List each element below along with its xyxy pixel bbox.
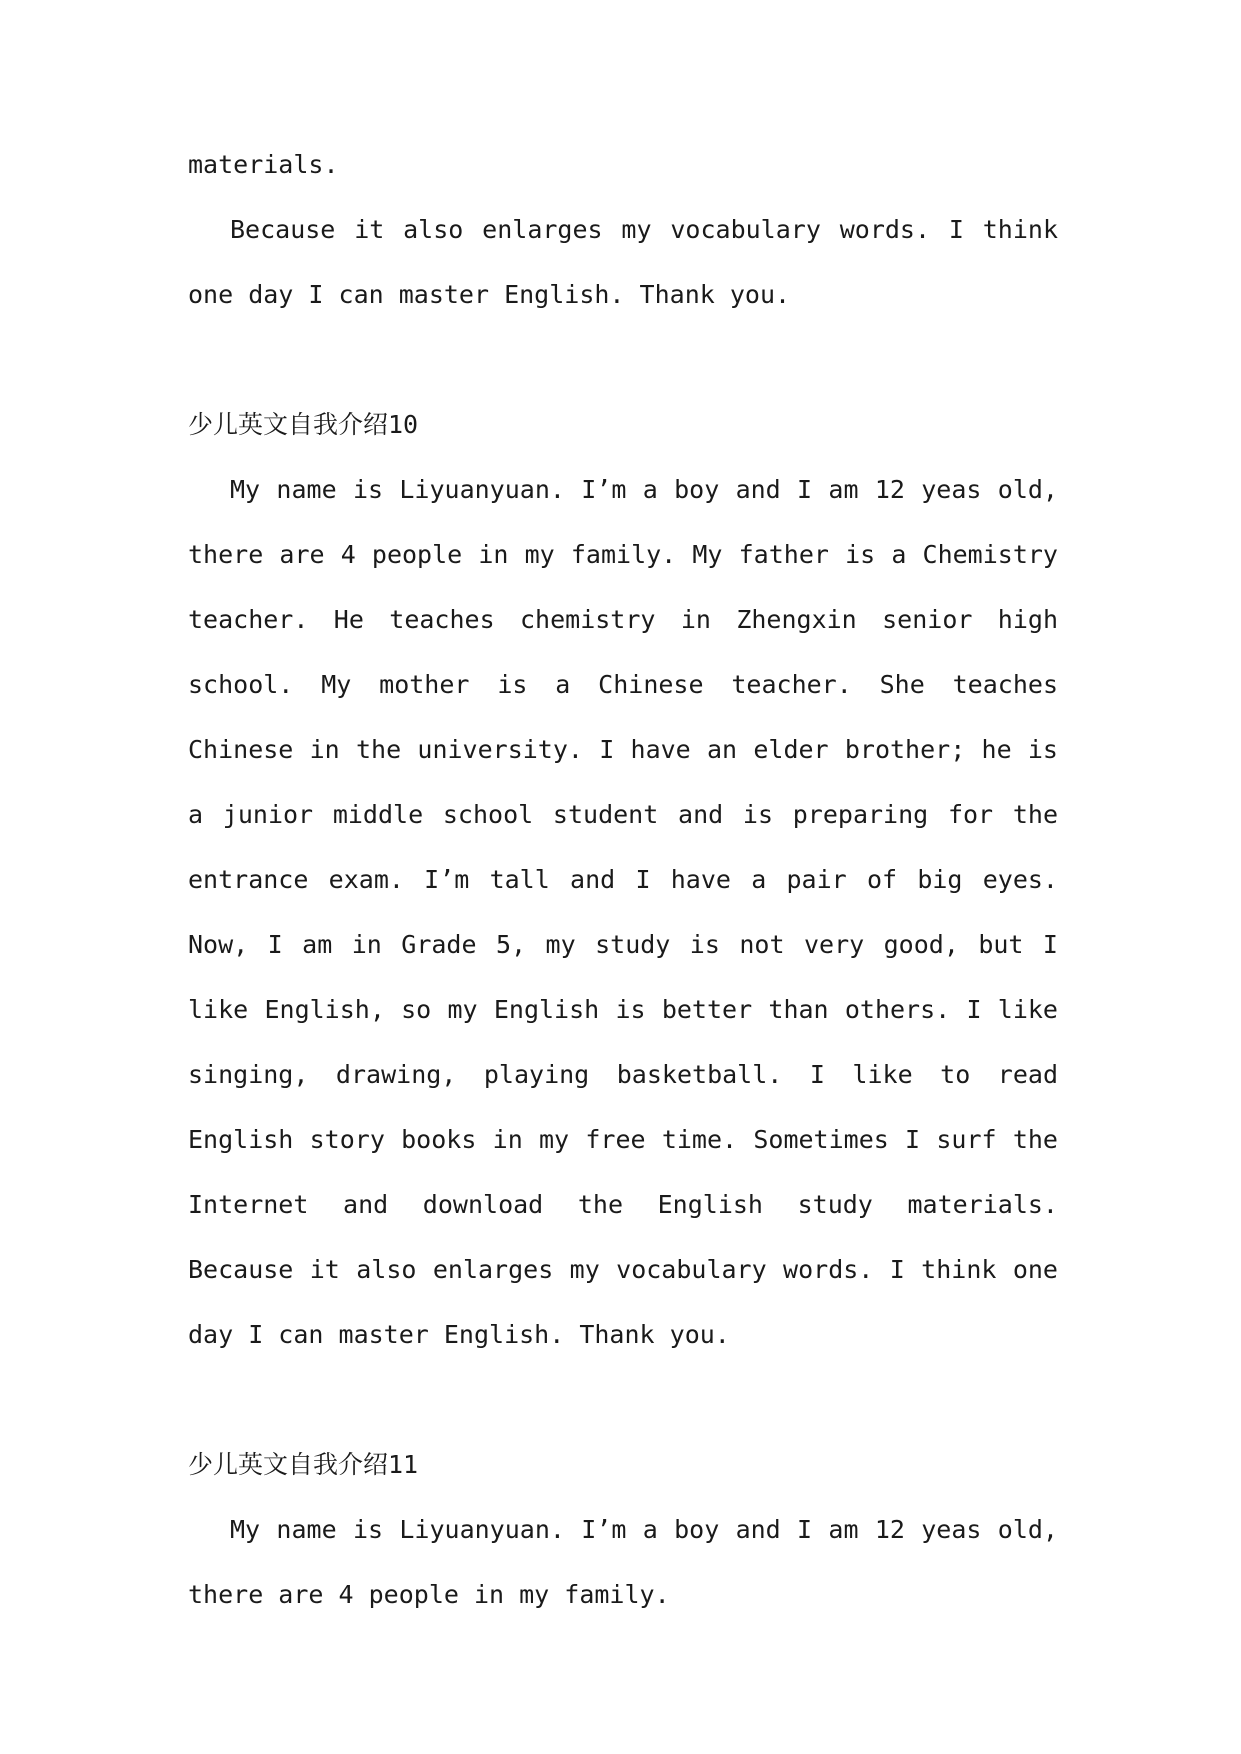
section-11-heading: 少儿英文自我介绍11 xyxy=(188,1450,419,1479)
spacer xyxy=(188,327,1058,392)
section-11-body: My name is Liyuanyuan. I’m a boy and I am 12 yeas old, there are 4 people in my family. xyxy=(188,1515,1058,1609)
spacer xyxy=(188,1367,1058,1432)
intro-paragraph: Because it also enlarges my vocabulary words. I think one day I can master English. Thank you. xyxy=(188,215,1058,309)
section-10-body: My name is Liyuanyuan. I’m a boy and I am 12 yeas old, there are 4 people in my family. My father is a Chemistry teacher. He teaches chemistry in Zhengxin senior high school. My mother is a Chinese teacher. She teaches Chinese in the university. I have an elder brother; he is a junior middle school student and is preparing for the entrance exam. I’m tall and I have a pair of big eyes. Now, I am in Grade 5, my study is not very good, but I like English, so my English is better than others. I like singing, drawing, playing basketball. I like to read English story books in my free time. Sometimes I surf the Internet and download the English study materials. Because it also enlarges my vocabulary words. I think one day I can master English. Thank you. xyxy=(188,475,1058,1349)
intro-tail: materials. xyxy=(188,150,339,179)
section-10-heading: 少儿英文自我介绍10 xyxy=(188,410,419,439)
document-page xyxy=(188,0,1058,1627)
